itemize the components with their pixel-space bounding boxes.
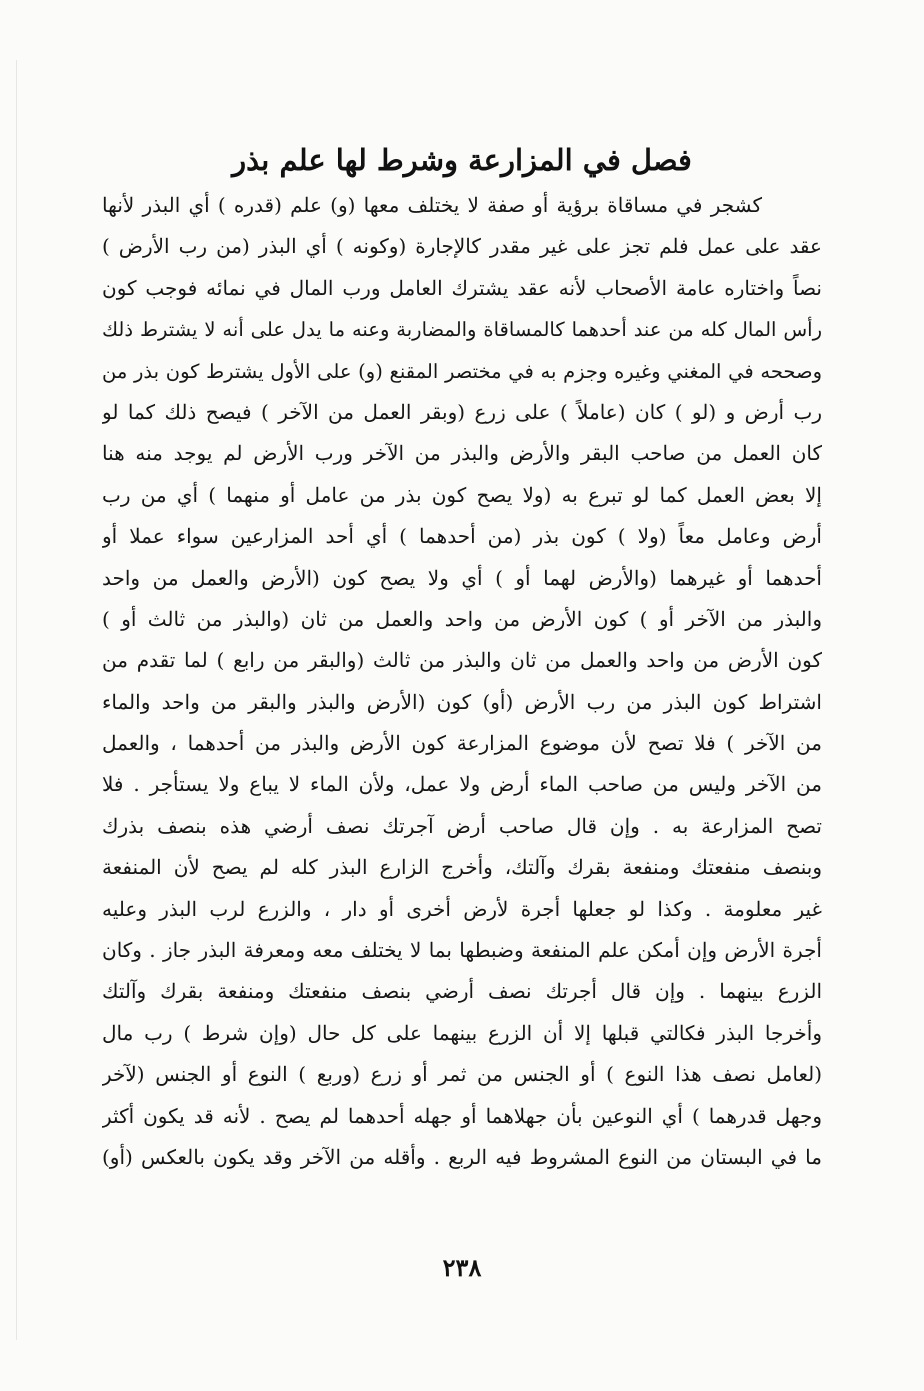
text-line-9: أرض وعامل معاً (ولا ) كون بذر (من أحدهما ) أي أحد المزارعين سواء عملا أو: [102, 524, 822, 549]
text-line-8: إلا بعض العمل كما لو تبرع به (ولا يصح كون بذر من عامل أو منهما ) أي من رب: [102, 482, 822, 507]
text-line-21: وأخرجا البذر فكالتي قبلها إلا أن الزرع بينهما على كل حال (وإن شرط ) رب مال: [102, 1020, 822, 1045]
text-line-2: عقد على عمل فلم تجز على غير مقدر كالإجارة (وكونه ) أي البذر (من رب الأرض ): [102, 234, 822, 259]
text-line-20: الزرع بينهما . وإن قال أجرتك نصف أرضي بنصف منفعتك ومنفعة بقرك وآلتك: [102, 979, 822, 1004]
text-line-1: كشجر في مساقاة برؤية أو صفة لا يختلف معها (و) علم (قدره ) أي البذر لأنها: [102, 193, 762, 217]
page-number: ٢٣٨: [442, 1253, 482, 1282]
text-line-12: كون الأرض من واحد والعمل من ثان والبذر من ثالث (والبقر من رابع ) لما تقدم من: [102, 648, 822, 673]
text-line-23: وجهل قدرهما ) أي النوعين بأن جهلاهما أو جهله أحدهما لم يصح . لأنه قد يكون أكثر: [102, 1103, 822, 1128]
text-line-24: ما في البستان من النوع المشروط فيه الربع . وأقله من الآخر وقد يكون بالعكس (أو): [102, 1144, 822, 1169]
text-line-6: رب أرض و (لو ) كان (عاملاً ) على زرع (وبقر العمل من الآخر ) فيصح ذلك كما لو: [102, 399, 822, 424]
text-line-3: نصاً واختاره عامة الأصحاب لأنه عقد يشترك العامل ورب المال في نمائه فوجب كون: [102, 275, 822, 300]
body-text: [102, 185, 822, 1178]
text-line-18: غير معلومة . وكذا لو جعلها أجرة لأرض أخرى أو دار ، والزرع لرب البذر وعليه: [102, 896, 822, 921]
text-line-5: وصححه في المغني وغيره وجزم به في مختصر المقنع (و) على الأول يشترط كون بذر من: [102, 359, 822, 383]
section-title: فصل في المزارعة وشرط لها علم بذر: [232, 143, 692, 177]
text-line-4: رأس المال كله من عند أحدهما كالمساقاة والمضاربة وعنه ما يدل على أنه لا يشترط ذلك: [102, 318, 822, 342]
text-line-13: اشتراط كون البذر من رب الأرض (أو) كون (الأرض والبذر والبقر من واحد والماء: [102, 689, 822, 714]
text-line-11: والبذر من الآخر أو ) كون الأرض من واحد والعمل من ثان (والبذر من ثالث أو ): [102, 606, 822, 631]
text-line-15: من الآخر وليس من صاحب الماء أرض ولا عمل، ولأن الماء لا يباع ولا يستأجر . فلا: [102, 772, 822, 797]
text-line-14: من الآخر ) فلا تصح لأن موضوع المزارعة كون الأرض والبذر من أحدهما ، والعمل: [102, 731, 822, 756]
text-line-17: وبنصف منفعتك ومنفعة بقرك وآلتك، وأخرج الزارع البذر كله لم يصح لأن المنفعة: [102, 855, 822, 880]
text-line-7: كان العمل من صاحب البقر والأرض والبذر من الآخر ورب الأرض لم يوجد منه هنا: [102, 441, 822, 466]
text-line-10: أحدهما أو غيرهما (والأرض لهما أو ) أي ولا يصح كون (الأرض والعمل من واحد: [102, 565, 822, 590]
text-line-19: أجرة الأرض وإن أمكن علم المنفعة وضبطها بما لا يختلف معه ومعرفة البذر جاز . وكان: [102, 938, 822, 963]
text-line-22: (لعامل نصف هذا النوع ) أو الجنس من ثمر أو زرع (وربع ) النوع أو الجنس (لآخر: [102, 1062, 822, 1087]
page-edge-shadow: [16, 60, 17, 1340]
text-line-16: تصح المزارعة به . وإن قال صاحب أرض آجرتك نصف أرضي هذه بنصف بذرك: [102, 813, 822, 838]
